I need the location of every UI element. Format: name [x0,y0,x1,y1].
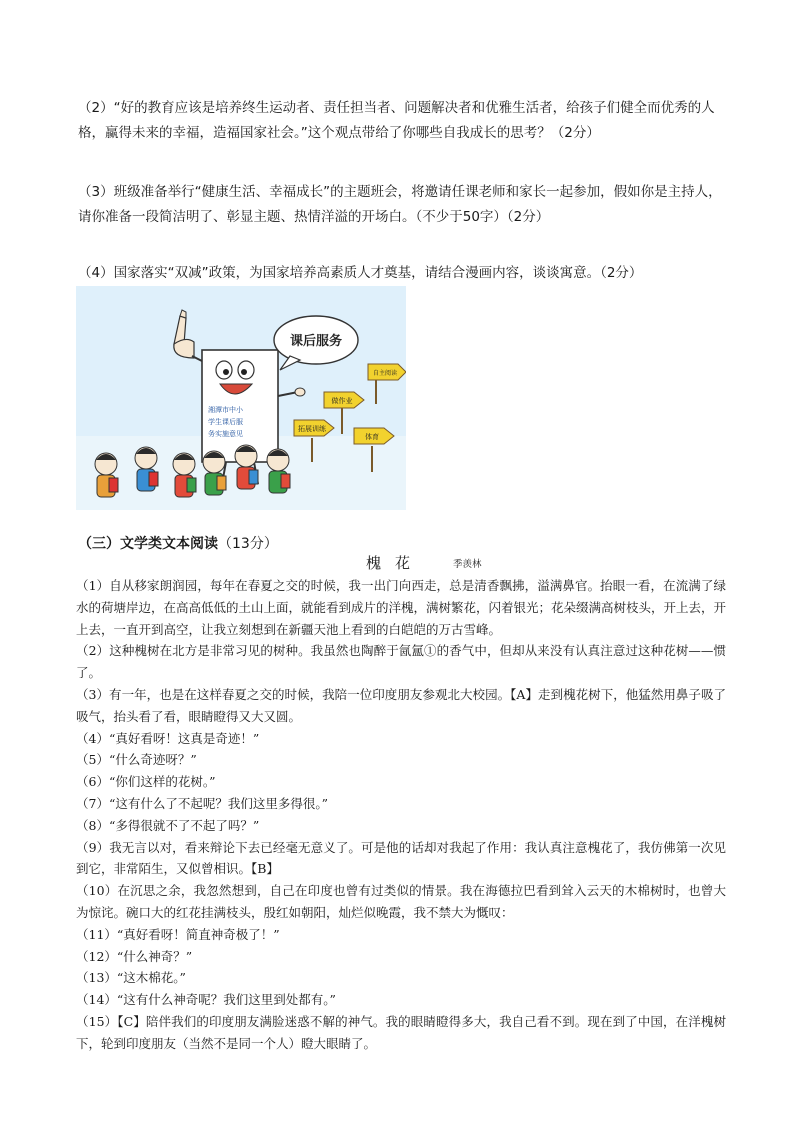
paragraph: （3）有一年，也是在这样春夏之交的时候，我陪一位印度朋友参观北大校园。【A】走到槐花树下，他猛然用鼻子吸了吸气，抬头看了看，眼睛瞪得又大又圆。 [76,686,726,724]
paragraph: （1）自从移家朗润园，每年在春夏之交的时候，我一出门向西走，总是清香飘拂，溢满鼻官。抬眼一看，在流满了绿水的荷塘岸边，在高高低低的土山上面，就能看到成片的洋槐，满树繁花，闪着银光；花朵缀满高树枝头，开上去，开上去，一直开到高空，让我立刻想到在新疆天池上看到的白皑皑的万古雪峰。 [76,578,727,637]
paragraph: （6）“你们这样的花树。” [76,774,216,790]
board-line-1: 湘潭市中小 [208,406,243,414]
paragraph: （7）“这有什么了不起呢？我们这里多得很。” [76,795,328,811]
sign-label-1: 自主阅读 [372,370,398,377]
board-line-2: 学生课后服 [208,418,243,426]
paragraph: （10）在沉思之余，我忽然想到，自己在印度也曾有过类似的情景。我在海德拉巴看到耸入云天的木棉树时，也曾大为惊诧。碗口大的红花挂满枝头，殷红如朝阳，灿烂似晚霞，我不禁大为慨叹： [76,883,726,920]
sign-label-4: 体育 [365,433,379,441]
paragraph: （8）“多得很就不了不起了吗？” [76,817,260,833]
paragraph: （4）“真好看呀！这真是奇迹！” [76,730,260,746]
section-heading [78,533,278,553]
board-line-3: 务实施意见 [208,430,243,438]
paragraph: （14）“这有什么神奇呢？我们这里到处都有。” [76,992,336,1008]
article-body [76,575,726,1055]
paragraph: （9）我无言以对，看来辩论下去已经毫无意义了。可是他的话却对我起了作用：我认真注意槐花了，我仿佛第一次见到它，非常陌生，又似曾相识。【B】 [76,839,726,877]
question-3: （3）班级准备举行“健康生活、幸福成长”的主题班会，将邀请任课老师和家长一起参加，假如你是主持人，请你准备一段简洁明了、彰显主题、热情洋溢的开场白。（不少于50字）（2分） [78,184,722,225]
section-points: （13分） [218,536,278,552]
bubble-text: 课后服务 [289,334,343,349]
article-title: 槐花 [366,554,425,572]
paragraph: （15）【C】陪伴我们的印度朋友满脸迷惑不解的神气。我的眼睛瞪得多大，我自己看不到。现在到了中国，在洋槐树下，轮到印度朋友（当然不是同一个人）瞪大眼睛了。 [76,1013,726,1051]
sign-label-3: 拓展训练 [298,425,326,433]
shuangjian-cartoon [76,286,406,510]
paragraph: （11）“真好看呀！简直神奇极了！” [76,926,280,942]
section-label: （三）文学类文本阅读 [78,536,218,552]
sign-label-2: 做作业 [331,397,353,405]
paragraph: （2）这种槐树在北方是非常习见的树种。我虽然也陶醉于氤氲①的香气中，但却从来没有认真注意过这种花树——惯了。 [76,643,726,681]
paragraph: （13）“这木棉花。” [76,970,186,986]
question-4: （4）国家落实“双减”政策，为国家培养高素质人才奠基，请结合漫画内容，谈谈寓意。（2分） [78,265,643,281]
paragraph: （5）“什么奇迹呀？” [76,752,197,768]
paragraph: （12）“什么神奇？” [76,948,193,964]
question-2: （2）“好的教育应该是培养终生运动者、责任担当者、问题解决者和优雅生活者，给孩子们健全而优秀的人格，赢得未来的幸福，造福国家社会。”这个观点带给了你哪些自我成长的思考？（2分） [78,100,715,141]
article-author: 季羡林 [453,559,482,570]
